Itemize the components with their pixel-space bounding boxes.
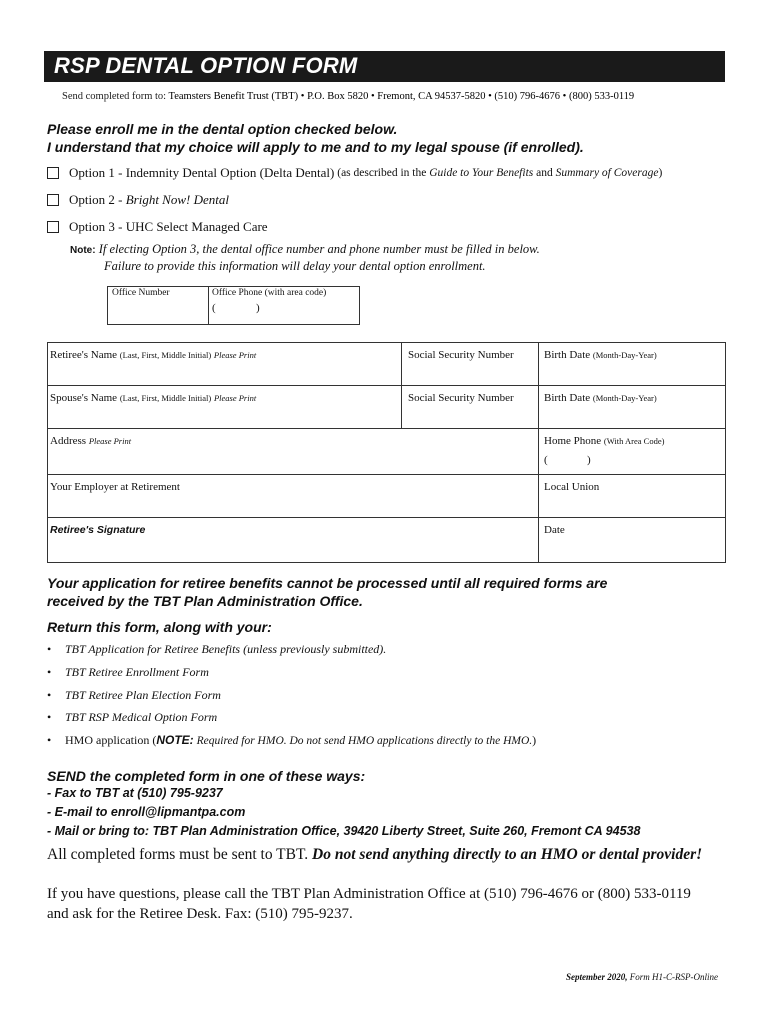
bullet-5-pre: HMO application ( (65, 733, 157, 747)
return-heading: Return this form, along with your: (47, 619, 272, 635)
bullet-dot: • (47, 688, 52, 702)
bullet-5 (47, 733, 536, 748)
spouse-birth-label[interactable] (544, 392, 657, 404)
bullet-5-note: NOTE: (156, 733, 194, 747)
option-1-summary: Summary of Coverage (555, 167, 659, 179)
office-phone-open: ( (212, 302, 216, 314)
all-sent-line (47, 846, 702, 864)
option-2-row[interactable] (47, 192, 229, 208)
footer-form-id: Form H1-C-RSP-Online (629, 972, 718, 982)
office-number-label: Office Number (112, 288, 170, 298)
do-not-send-text: Do not send anything directly to an HMO or dental provider! (312, 846, 703, 863)
option-1-checkbox[interactable] (47, 167, 59, 179)
bullet-4 (47, 710, 217, 725)
form-col-ssn (401, 342, 402, 428)
spouse-name-text: Spouse's Name (50, 392, 118, 404)
option-1-guide: Guide to Your Benefits (429, 167, 534, 179)
option-3-checkbox[interactable] (47, 221, 59, 233)
option-1-row[interactable] (47, 165, 662, 181)
office-phone-close: ) (256, 302, 260, 314)
send-prefix: Send completed form to: (62, 91, 167, 102)
office-phone-label: Office Phone (with area code) (212, 288, 327, 298)
spouse-birth-text: Birth Date (544, 392, 591, 404)
office-divider (208, 286, 209, 324)
retiree-name-label[interactable] (50, 349, 256, 361)
bullet-1 (47, 642, 386, 657)
bullet-dot: • (47, 665, 52, 679)
form-line-4 (47, 474, 725, 475)
retiree-birth-text: Birth Date (544, 349, 591, 361)
form-line-5 (47, 517, 725, 518)
questions-line-2: and ask for the Retiree Desk. Fax: (510) 795-9237. (47, 906, 353, 922)
please-print-2: Please Print (213, 393, 257, 403)
send-heading: SEND the completed form in one of these ways: (47, 768, 366, 784)
option-1-and: and (536, 167, 553, 179)
warning-line-1: Your application for retiree benefits cannot be processed until all required forms are (47, 575, 608, 591)
retiree-name-sub: (Last, First, Middle Initial) (119, 350, 212, 360)
bullet-2-text: TBT Retiree Enrollment Form (65, 665, 209, 679)
retiree-name-text: Retiree's Name (50, 349, 118, 361)
bullet-dot: • (47, 733, 52, 747)
option-1-label: Option 1 - Indemnity Dental Option (Delta Dental) (69, 165, 335, 180)
form-title: RSP DENTAL OPTION FORM (54, 53, 358, 78)
bullet-5-text: Required for HMO. Do not send HMO applications directly to the HMO. (196, 735, 533, 747)
bullet-1-paren: (unless previously submitted). (243, 642, 387, 656)
spouse-name-label[interactable] (50, 392, 256, 404)
spouse-ssn-label[interactable]: Social Security Number (408, 392, 514, 404)
send-email[interactable]: - E-mail to enroll@lipmantpa.com (47, 805, 246, 819)
footer-date: September 2020, (566, 972, 628, 982)
enroll-line-1: Please enroll me in the dental option checked below. (47, 121, 398, 137)
form-col-right (538, 342, 539, 563)
option-1-pre: (as described in the (337, 167, 427, 179)
address-label[interactable] (50, 435, 131, 447)
home-phone-label[interactable] (544, 435, 664, 447)
home-phone-text: Home Phone (544, 435, 602, 447)
office-phone-field[interactable] (222, 300, 352, 322)
home-phone-close: ) (587, 454, 591, 466)
bullet-4-text: TBT RSP Medical Option Form (65, 710, 218, 724)
send-fax: - Fax to TBT at (510) 795-9237 (47, 786, 223, 800)
enroll-line-2: I understand that my choice will apply to me and to my legal spouse (if enrolled). (47, 139, 584, 155)
bullet-dot: • (47, 642, 52, 656)
note-label: Note: (70, 245, 96, 256)
home-phone-open: ( (544, 454, 548, 466)
form-line-right (725, 342, 726, 563)
form-line-2 (47, 385, 725, 386)
form-line-top (47, 342, 725, 343)
spouse-birth-sub: (Month-Day-Year) (592, 393, 657, 403)
address-text: Address (50, 435, 87, 447)
option-3-label: Option 3 - UHC Select Managed Care (69, 219, 268, 234)
date-label[interactable]: Date (544, 524, 565, 536)
form-line-bottom (47, 562, 725, 563)
retiree-ssn-label[interactable]: Social Security Number (408, 349, 514, 361)
note-text-2: Failure to provide this information will delay your dental option enrollment. (104, 259, 486, 273)
local-union-label[interactable]: Local Union (544, 481, 600, 493)
bullet-3-text: TBT Retiree Plan Election Form (65, 688, 221, 702)
option-1-post: ) (658, 167, 663, 179)
bullet-3 (47, 688, 221, 703)
please-print-3: Please Print (88, 436, 132, 446)
form-line-3 (47, 428, 725, 429)
questions-line-1: If you have questions, please call the TBT Plan Administration Office at (510) 796-4676 or (800) 533-0119 (47, 886, 691, 902)
form-line-left (47, 342, 48, 563)
all-sent-text: All completed forms must be sent to TBT. (47, 846, 309, 863)
employer-label[interactable]: Your Employer at Retirement (50, 481, 180, 493)
retiree-birth-label[interactable] (544, 349, 657, 361)
option-2-checkbox[interactable] (47, 194, 59, 206)
note-line-1 (70, 242, 540, 257)
bullet-dot: • (47, 710, 52, 724)
option-2-name: Bright Now! Dental (125, 192, 229, 207)
please-print-1: Please Print (213, 350, 257, 360)
home-phone-sub: (With Area Code) (603, 436, 665, 446)
office-number-field[interactable] (109, 300, 206, 322)
bullet-5-post: ) (532, 733, 537, 747)
option-3-row[interactable] (47, 219, 268, 235)
spouse-name-sub: (Last, First, Middle Initial) (119, 393, 212, 403)
bullet-1-text: TBT Application for Retiree Benefits (65, 642, 241, 656)
note-text-1: If electing Option 3, the dental office number and phone number must be filled in below. (98, 242, 540, 256)
signature-label[interactable]: Retiree's Signature (50, 524, 146, 536)
footer (566, 972, 718, 982)
send-address: Teamsters Benefit Trust (TBT) • P.O. Box 5820 • Fremont, CA 94537-5820 • (510) 796-4676 • (800) 533-0119 (168, 91, 635, 102)
option-2-label: Option 2 - (69, 192, 123, 207)
send-address-line (62, 91, 634, 102)
warning-line-2: received by the TBT Plan Administration Office. (47, 593, 363, 609)
send-mail: - Mail or bring to: TBT Plan Administration Office, 39420 Liberty Street, Suite 260, Fremont CA 94538 (47, 824, 641, 838)
retiree-birth-sub: (Month-Day-Year) (592, 350, 657, 360)
bullet-2 (47, 665, 209, 680)
